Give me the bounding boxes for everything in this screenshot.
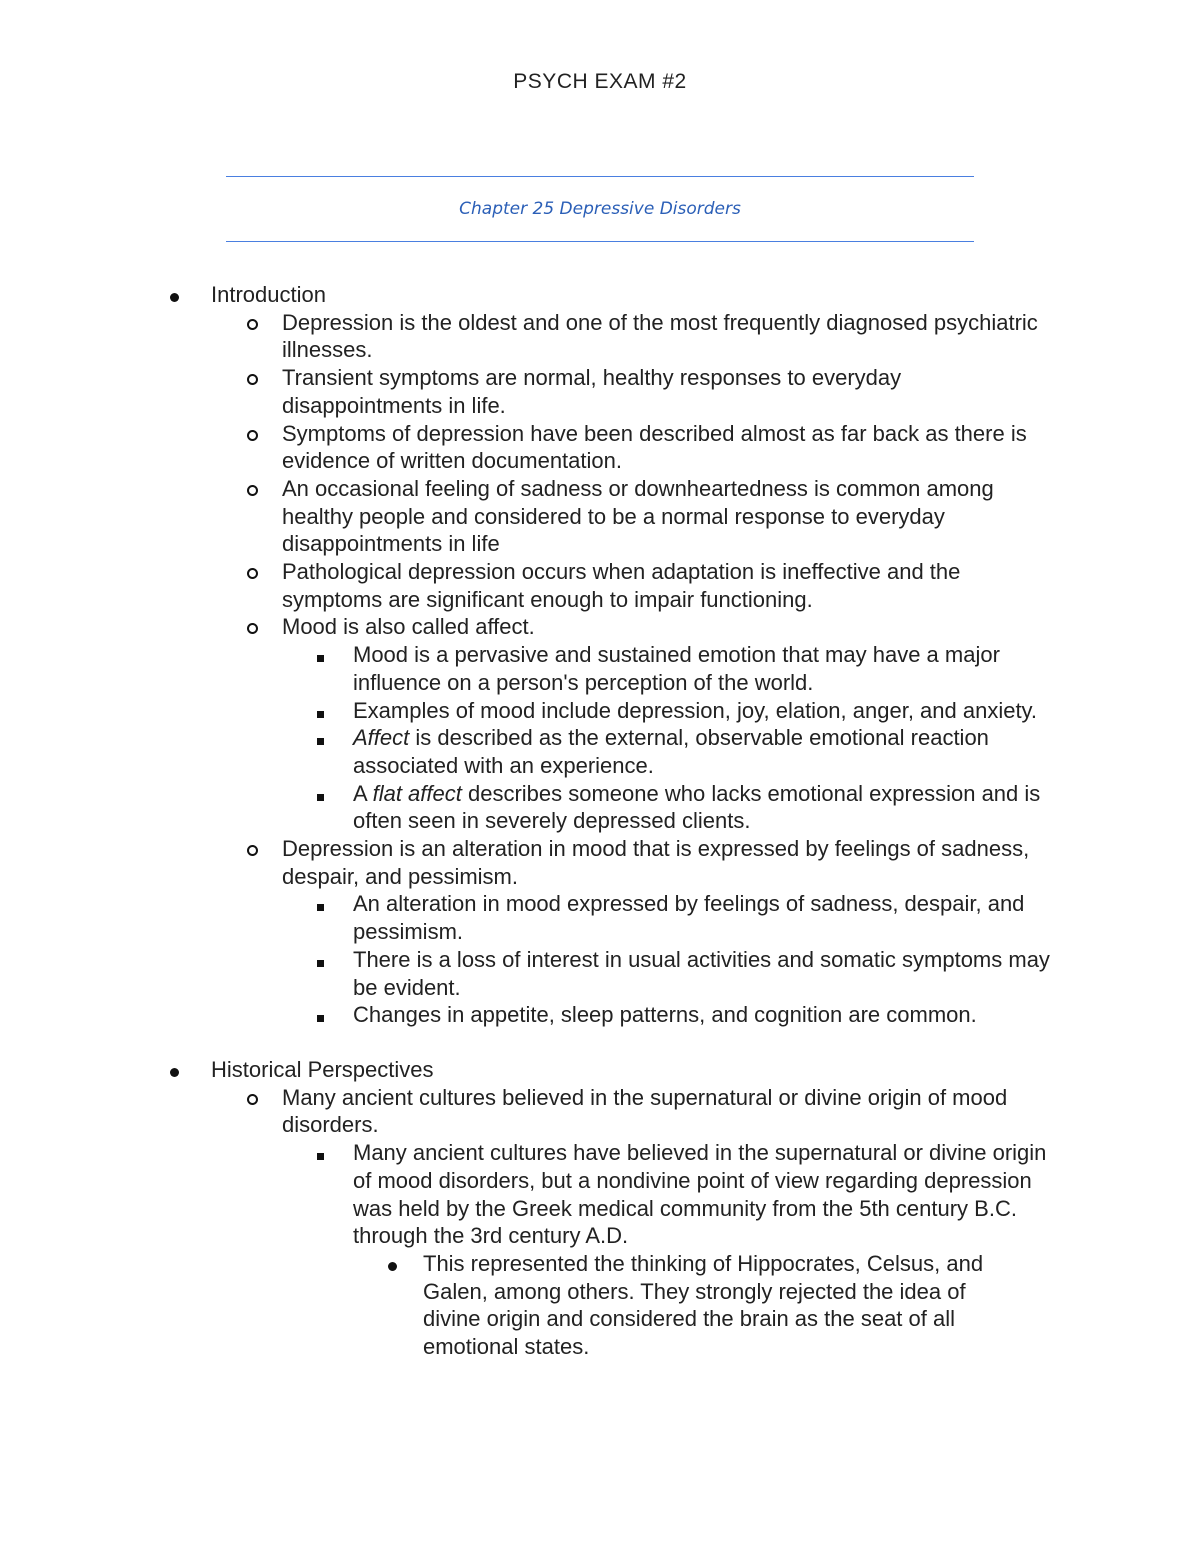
bullet-disc-icon <box>170 281 179 309</box>
outline <box>0 281 1200 1361</box>
list-item <box>0 1001 1053 1029</box>
term-affect: Affect <box>353 725 410 751</box>
list-item <box>0 364 1062 419</box>
section-heading-historical: Historical Perspectives <box>211 1056 434 1082</box>
list-item-text: Depression is an alteration in mood that is expressed by feelings of sadness, despair, and pessimism. <box>282 836 1030 889</box>
bullet-ring-icon <box>247 1084 258 1112</box>
list-item-text: Transient symptoms are normal, healthy responses to everyday disappointments in life. <box>282 365 902 418</box>
list-item <box>0 475 1062 558</box>
page-header: PSYCH EXAM #2 <box>513 70 687 93</box>
term-flat-affect: flat affect <box>372 780 462 806</box>
bullet-ring-icon <box>247 364 258 392</box>
list-item-text: Examples of mood include depression, joy, elation, anger, and anxiety. <box>353 697 1038 723</box>
list-item-text: Pathological depression occurs when adaptation is ineffective and the symptoms are significant enough to impair functioning. <box>282 559 961 612</box>
list-item-text: describes someone who lacks emotional expression and is often seen in severely depressed clients. <box>353 780 1041 834</box>
list-item <box>0 724 1053 779</box>
list-item <box>0 697 1053 725</box>
list-item <box>0 780 1053 835</box>
list-item <box>0 420 1062 475</box>
bullet-square-icon <box>317 724 324 752</box>
bullet-ring-icon <box>247 613 258 641</box>
chapter-bottom-rule <box>226 241 974 242</box>
list-item-text: Mood is a pervasive and sustained emotion that may have a major influence on a person's perception of the world. <box>353 642 1000 695</box>
list-item-text: Changes in appetite, sleep patterns, and cognition are common. <box>353 1002 977 1028</box>
list-item <box>0 835 1062 890</box>
list-item <box>0 946 1053 1001</box>
list-item-text-prefix: A <box>353 780 373 806</box>
list-item-text: Symptoms of depression have been described almost as far back as there is evidence of written documentation. <box>282 420 1027 474</box>
bullet-ring-icon <box>247 475 258 503</box>
list-item-text: Many ancient cultures have believed in the supernatural or divine origin of mood disorders, but a nondivine point of view regarding depression was held by the Greek medical community from the 5th century B.C. through the 3rd century A.D. <box>353 1140 1047 1249</box>
list-item <box>0 1056 1061 1084</box>
bullet-square-icon <box>317 946 324 974</box>
list-item <box>0 641 1053 696</box>
list-item <box>0 1139 1053 1250</box>
bullet-square-icon <box>317 697 324 725</box>
list-item-text: Mood is also called affect. <box>282 614 535 640</box>
bullet-disc-icon <box>388 1250 397 1278</box>
list-item-text: Many ancient cultures believed in the supernatural or divine origin of mood disorders. <box>282 1084 1008 1138</box>
list-item-text: There is a loss of interest in usual activities and somatic symptoms may be evident. <box>353 946 1050 1000</box>
list-item-text: Depression is the oldest and one of the most frequently diagnosed psychiatric illnesses. <box>282 309 1038 363</box>
bullet-disc-icon <box>170 1056 179 1084</box>
chapter-title: Chapter 25 Depressive Disorders <box>459 199 741 219</box>
list-item <box>0 558 1062 613</box>
bullet-ring-icon <box>247 309 258 337</box>
list-item <box>0 613 1062 641</box>
bullet-ring-icon <box>247 835 258 863</box>
list-item <box>0 309 1062 364</box>
chapter-top-rule <box>226 176 974 177</box>
list-item-text: An occasional feeling of sadness or downheartedness is common among healthy people and considered to be a normal response to everyday disappointments in life <box>282 475 994 557</box>
list-item <box>0 1250 1023 1361</box>
section-heading-introduction: Introduction <box>211 282 326 307</box>
list-item-text: This represented the thinking of Hippocrates, Celsus, and Galen, among others. They strongly rejected the idea of divine origin and considered the brain as the seat of all emotional states. <box>423 1250 984 1360</box>
list-item <box>0 890 1053 945</box>
bullet-square-icon <box>317 1001 324 1029</box>
list-item <box>0 1084 1062 1139</box>
list-item-text: is described as the external, observable emotional reaction associated with an experience. <box>353 725 989 778</box>
bullet-square-icon <box>317 641 324 669</box>
list-item <box>0 281 1061 309</box>
bullet-ring-icon <box>247 420 258 448</box>
list-item-text: An alteration in mood expressed by feelings of sadness, despair, and pessimism. <box>353 891 1025 945</box>
bullet-ring-icon <box>247 558 258 586</box>
bullet-square-icon <box>317 1139 324 1167</box>
bullet-square-icon <box>317 780 324 808</box>
bullet-square-icon <box>317 890 324 918</box>
